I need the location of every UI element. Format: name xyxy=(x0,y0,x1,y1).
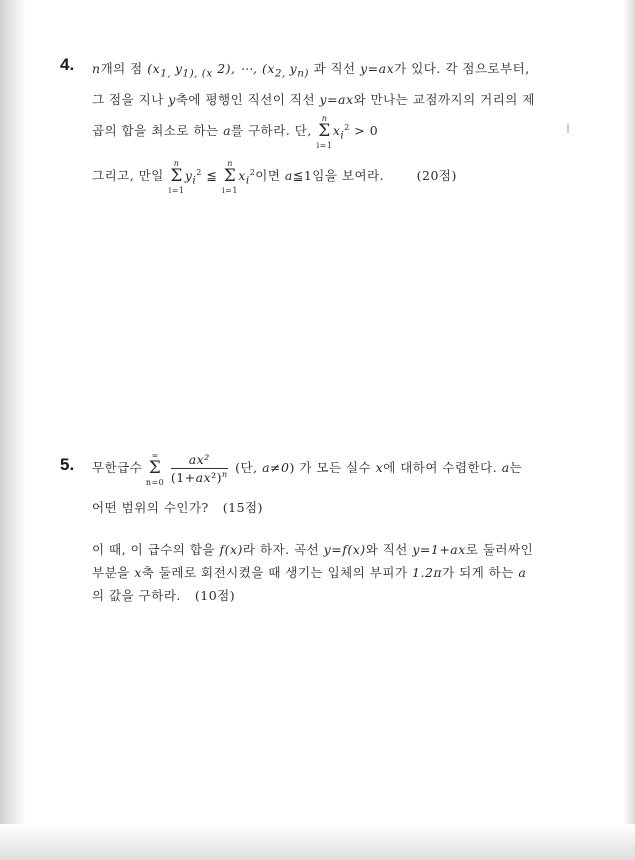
q4-line-3: 곱의 합을 최소로 하는 a를 구하라. 단, n Σ i=1 $x_i^2 > 0$ xyxy=(92,114,379,150)
q5-score-1: (15점) xyxy=(222,500,263,515)
q4-n: n xyxy=(92,61,101,76)
series-fraction: $\frac{\text{ax²}}{(1+ax^2)^n}$ xyxy=(170,452,228,486)
q5-line-5: 의 값을 구하라. (10점) xyxy=(92,588,236,603)
q4-line-eq: y=ax xyxy=(360,61,395,76)
q4-point-1: ($x_{1,}$ $y_{1), (x}$ xyxy=(147,61,213,80)
question-5-number: 5. xyxy=(60,455,75,474)
q4-score: (20점) xyxy=(416,168,457,183)
q4-text: 가 있다. 각 점으로부터, xyxy=(394,61,530,76)
q4-line-4: 그리고, 만일 n Σ i=1 $y_i^2$ ≦ n Σ i=1 $x_i^2$이면 a≦1임을 보여라. (20점) xyxy=(92,159,457,195)
scan-shadow-bottom xyxy=(0,824,635,860)
q4-line-1 xyxy=(92,59,530,80)
q4-point-2: 2), ⋯, ($x_{2,}$ $y_{n)}$ xyxy=(217,61,309,80)
q5-line-4: 부분을 x축 둘레로 회전시켰을 때 생기는 입체의 부피가 1.2π가 되게 하는 a xyxy=(92,565,527,580)
question-4-number: 4. xyxy=(60,55,75,74)
q5-line-1: 무한급수 ∞ Σ n=0 $\frac{\text{ax²}}{(1+ax^2)^n}$ (단, a≠0) 가 모든 실수 x에 대하여 수렴한다. a는 xyxy=(92,451,523,488)
q4-text: 개의 점 xyxy=(100,61,148,76)
q4-text: 과 직선 xyxy=(313,61,361,76)
summation-symbol: n Σ i=1 xyxy=(168,159,185,195)
q5-line-2: 어떤 범위의 수인가? (15점) xyxy=(92,500,263,515)
scan-shadow-right xyxy=(623,0,635,860)
q4-line-2: 그 점을 지나 y축에 평행인 직선이 직선 y=ax와 만나는 교점까지의 거리의 제 xyxy=(92,92,535,107)
q5-score-2: (10점) xyxy=(194,588,236,603)
summation-symbol: n Σ i=1 xyxy=(316,114,333,150)
summation-symbol: ∞ Σ n=0 xyxy=(145,451,165,488)
summation-symbol: n Σ i=1 xyxy=(222,159,238,195)
scan-mark xyxy=(567,124,569,133)
q5-line-3: 이 때, 이 급수의 합을 f(x)라 하자. 곡선 y=f(x)와 직선 y=1+ax로 둘러싸인 xyxy=(92,542,534,557)
scan-shadow-left xyxy=(0,0,26,860)
